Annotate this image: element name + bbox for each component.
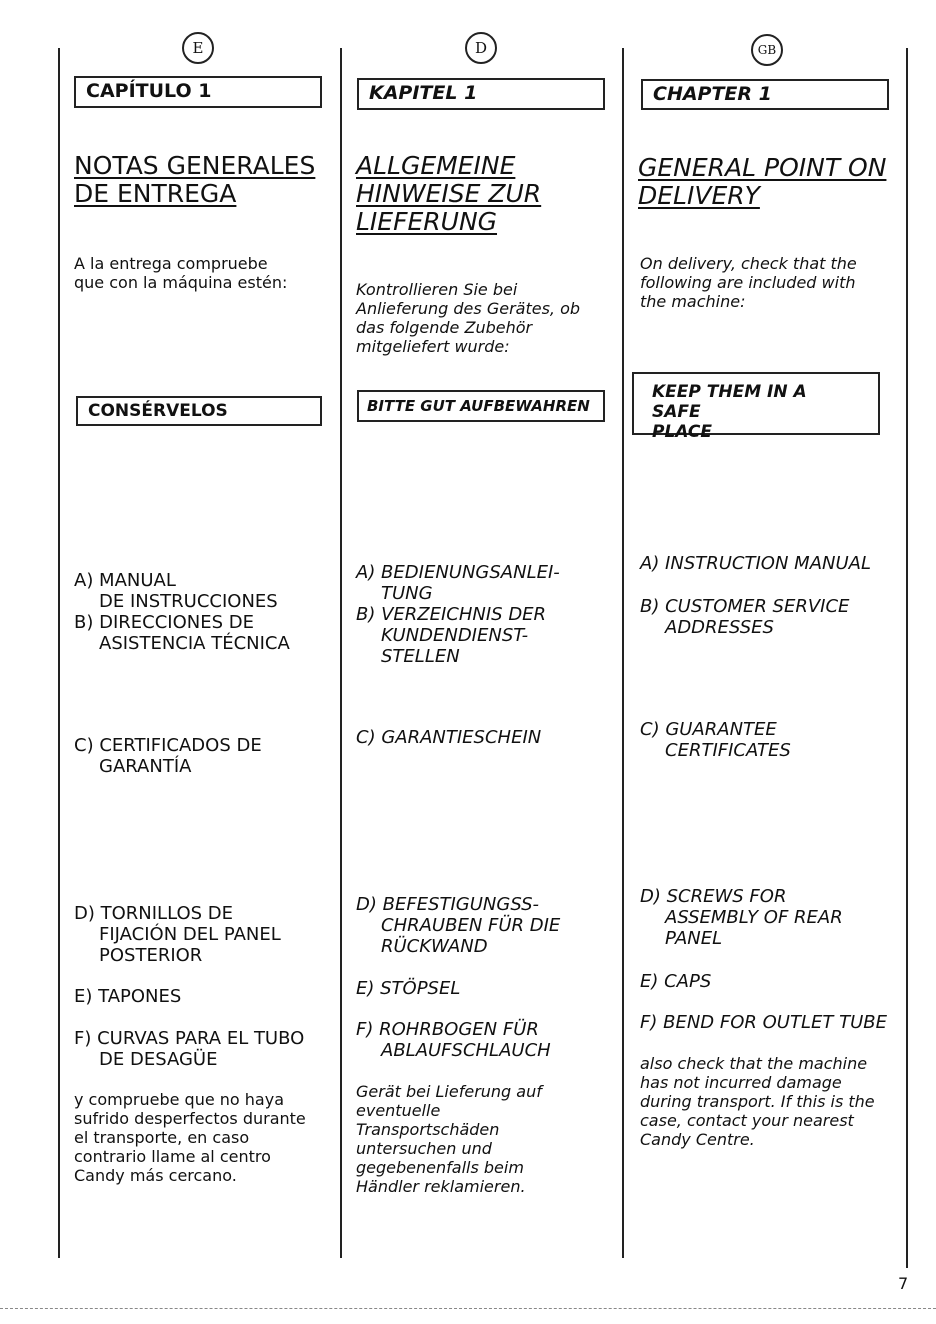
keep-box-gb: KEEP THEM IN A SAFE PLACE <box>632 372 880 435</box>
chapter-heading-e: CAPÍTULO 1 <box>74 76 322 108</box>
column-divider-right <box>906 48 908 1268</box>
intro-text-gb: On delivery, check that the following are included with the machine: <box>640 254 857 311</box>
item-e-gb: E) CAPS <box>640 971 712 992</box>
item-a-gb: A) INSTRUCTION MANUAL <box>640 553 871 574</box>
item-d-gb: D) SCREWS FOR ASSEMBLY OF REAR PANEL <box>640 886 843 949</box>
item-e-d: E) STÖPSEL <box>356 978 461 999</box>
language-badge-d: D <box>465 32 497 64</box>
item-c-gb: C) GUARANTEE CERTIFICATES <box>640 719 791 761</box>
language-badge-gb: GB <box>751 34 783 66</box>
closing-text-d: Gerät bei Lieferung auf eventuelle Transportschäden untersuchen und gegebenenfalls beim Händler reklamieren. <box>356 1082 542 1196</box>
keep-box-e: CONSÉRVELOS <box>76 396 322 426</box>
intro-text-d: Kontrollieren Sie bei Anlieferung des Gerätes, ob das folgende Zubehör mitgeliefert wurde: <box>356 280 581 356</box>
item-c-d: C) GARANTIESCHEIN <box>356 727 542 748</box>
item-c-e: C) CERTIFICADOS DE GARANTÍA <box>74 735 262 777</box>
column-divider-left <box>58 48 60 1258</box>
section-title-gb: GENERAL POINT ON DELIVERY <box>638 153 887 210</box>
item-a-e: A) MANUAL DE INSTRUCCIONES <box>74 570 278 612</box>
column-divider-middle-right <box>622 48 624 1258</box>
chapter-heading-gb: CHAPTER 1 <box>641 79 889 110</box>
item-f-e: F) CURVAS PARA EL TUBO DE DESAGÜE <box>74 1028 305 1070</box>
closing-text-e: y compruebe que no haya sufrido desperfectos durante el transporte, en caso contrario llame al centro Candy más cercano. <box>74 1090 306 1185</box>
closing-text-gb: also check that the machine has not incurred damage during transport. If this is the case, contact your nearest Candy Centre. <box>640 1054 875 1149</box>
item-b-e: B) DIRECCIONES DE ASISTENCIA TÉCNICA <box>74 612 290 654</box>
page-bottom-rule <box>0 1308 936 1309</box>
chapter-heading-d: KAPITEL 1 <box>357 78 605 110</box>
column-divider-middle-left <box>340 48 342 1258</box>
item-b-gb: B) CUSTOMER SERVICE ADDRESSES <box>640 596 850 638</box>
keep-box-d: BITTE GUT AUFBEWAHREN <box>357 390 605 422</box>
language-badge-e: E <box>182 32 214 64</box>
item-f-gb: F) BEND FOR OUTLET TUBE <box>640 1012 887 1033</box>
page-number: 7 <box>898 1274 909 1293</box>
item-b-d: B) VERZEICHNIS DER KUNDENDIENST- STELLEN <box>356 604 547 667</box>
item-d-d: D) BEFESTIGUNGSS- CHRAUBEN FÜR DIE RÜCKWAND <box>356 894 561 957</box>
item-e-e: E) TAPONES <box>74 986 182 1007</box>
item-f-d: F) ROHRBOGEN FÜR ABLAUFSCHLAUCH <box>356 1019 551 1061</box>
item-d-e: D) TORNILLOS DE FIJACIÓN DEL PANEL POSTERIOR <box>74 903 281 966</box>
section-title-e: NOTAS GENERALES DE ENTREGA <box>74 151 316 208</box>
intro-text-e: A la entrega compruebe que con la máquina estén: <box>74 254 288 292</box>
item-a-d: A) BEDIENUNGSANLEI- TUNG <box>356 562 560 604</box>
section-title-d: ALLGEMEINE HINWEISE ZUR LIEFERUNG <box>356 151 542 236</box>
